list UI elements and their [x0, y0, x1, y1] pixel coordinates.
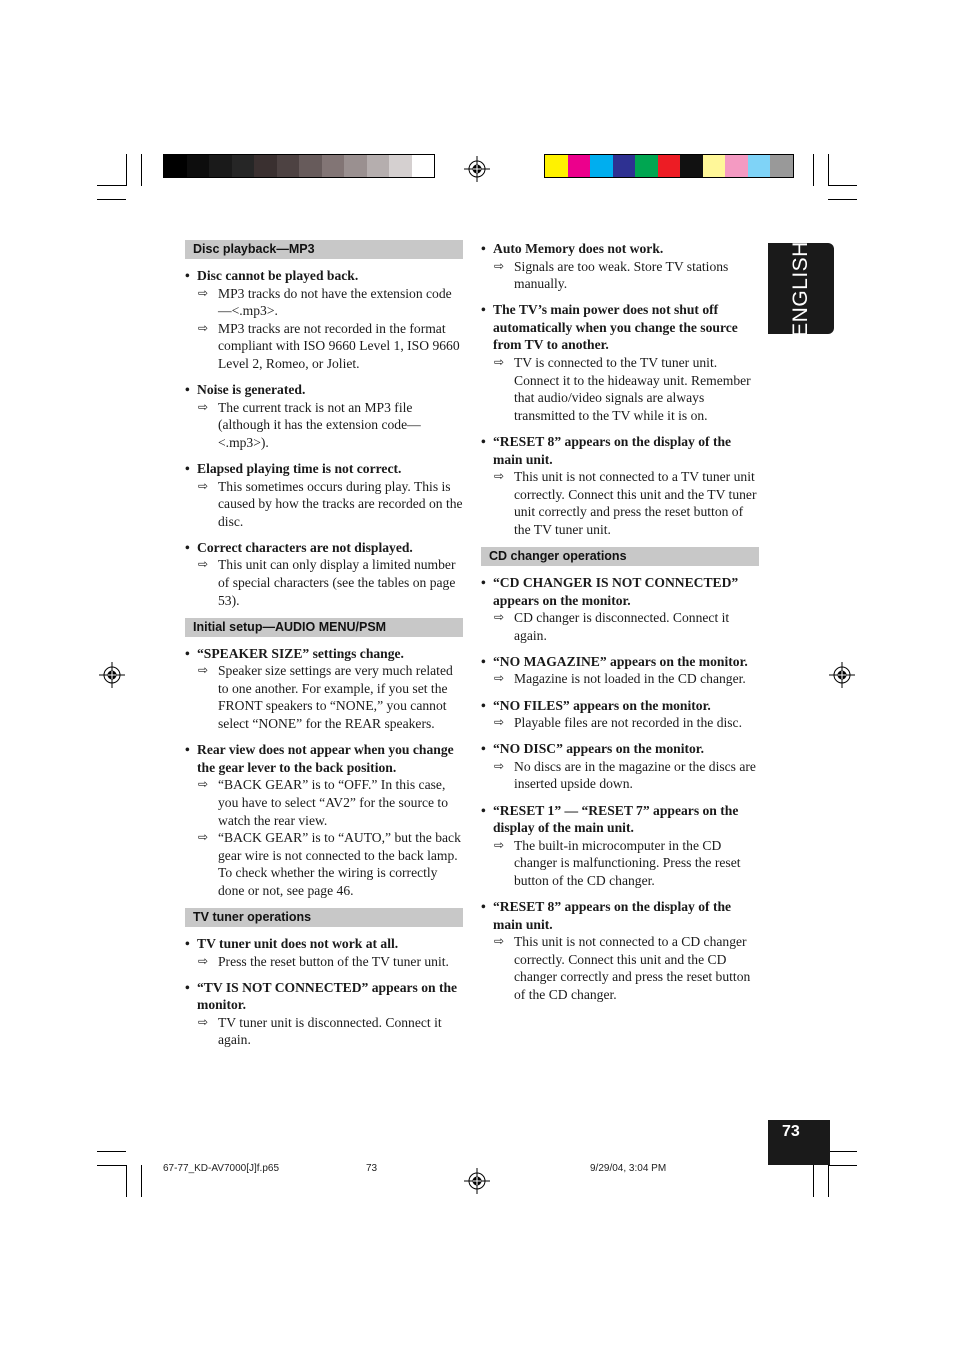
remedy — [494, 714, 760, 732]
color-swatch — [209, 155, 232, 177]
footer-page: 73 — [366, 1163, 378, 1174]
arrow-right-icon: ⇨ — [494, 837, 505, 852]
remedy-text: Magazine is not loaded in the CD changer. — [514, 671, 746, 687]
color-swatch — [164, 155, 187, 177]
troubleshooting-item — [480, 740, 760, 793]
symptom-text: Auto Memory does not work. — [493, 241, 664, 256]
remedy — [494, 258, 760, 293]
grayscale-calibration-bar — [163, 154, 435, 178]
bullet-icon: • — [481, 575, 486, 590]
registration-target-icon — [829, 662, 855, 688]
bullet-icon: • — [481, 302, 486, 318]
language-tab-label: ENGLISH — [789, 240, 812, 337]
color-swatch — [187, 155, 210, 177]
arrow-right-icon: ⇨ — [198, 953, 209, 968]
symptom-text: TV tuner unit does not work at all. — [197, 936, 399, 951]
bullet-icon: • — [481, 899, 486, 914]
troubleshooting-item — [184, 381, 464, 451]
troubleshooting-item — [480, 433, 760, 539]
crop-mark — [828, 199, 857, 200]
arrow-right-icon: ⇨ — [198, 285, 209, 300]
remedy — [198, 829, 464, 899]
troubleshooting-item — [184, 539, 464, 609]
remedy — [198, 478, 464, 531]
section-heading: TV tuner operations — [185, 908, 463, 927]
symptom-text: “TV IS NOT CONNECTED” appears on the monitor. — [197, 979, 458, 1013]
symptom-text: Disc cannot be played back. — [197, 268, 359, 283]
color-swatch — [412, 155, 435, 177]
symptom-text: Rear view does not appear when you change the gear lever to the back position. — [197, 742, 454, 775]
troubleshooting-item — [184, 741, 464, 899]
symptom-text: Elapsed playing time is not correct. — [197, 460, 402, 476]
crop-mark — [97, 1165, 126, 1166]
remedy-text: Press the reset button of the TV tuner unit. — [218, 953, 449, 969]
color-swatch — [254, 155, 277, 177]
color-swatch — [725, 155, 748, 177]
bullet-icon: • — [481, 802, 486, 818]
symptom-text: Correct characters are not displayed. — [197, 539, 413, 555]
arrow-right-icon: ⇨ — [198, 777, 209, 792]
crop-mark — [828, 1151, 857, 1152]
remedy-text: MP3 tracks are not recorded in the format compliant with ISO 9660 Level 1, ISO 9660 Level 2, Romeo, or Joliet. — [218, 320, 460, 371]
remedy — [198, 320, 464, 373]
language-tab — [768, 240, 834, 337]
color-calibration-bar — [544, 154, 794, 178]
registration-target-icon — [464, 156, 490, 182]
remedy-text: “BACK GEAR” is to “OFF.” In this case, you have to select “AV2” for the source to watch the rear view. — [218, 777, 449, 828]
remedy-text: No discs are in the magazine or the discs are inserted upside down. — [514, 758, 756, 792]
remedy-text: The current track is not an MP3 file (although it has the extension code—<.mp3>). — [218, 399, 421, 450]
color-swatch — [613, 155, 636, 177]
crop-mark — [828, 185, 857, 186]
symptom-text: “NO DISC” appears on the monitor. — [493, 741, 704, 757]
remedy — [494, 468, 760, 538]
troubleshooting-item — [184, 979, 464, 1049]
crop-mark — [828, 1165, 829, 1197]
color-swatch — [590, 155, 613, 177]
bullet-icon: • — [481, 697, 486, 713]
remedy — [198, 953, 464, 971]
remedy-text: The built-in microcomputer in the CD changer is malfunctioning. Press the reset button of the CD changer. — [514, 837, 741, 888]
arrow-right-icon: ⇨ — [494, 610, 505, 625]
arrow-right-icon: ⇨ — [198, 320, 209, 335]
symptom-text: The TV’s main power does not shut off automatically when you change the source from TV to another. — [493, 302, 738, 353]
color-swatch — [232, 155, 255, 177]
remedy-text: This unit is not connected to a CD changer correctly. Connect this unit and the CD changer correctly and press the reset button of the CD changer. — [514, 934, 751, 1002]
color-swatch — [658, 155, 681, 177]
crop-mark — [126, 154, 127, 186]
arrow-right-icon: ⇨ — [198, 663, 209, 678]
color-swatch — [568, 155, 591, 177]
arrow-right-icon: ⇨ — [198, 557, 209, 572]
troubleshooting-item — [480, 898, 760, 1004]
remedy-text: TV is connected to the TV tuner unit. Connect it to the hideaway unit. Remember that audio/video signals are always transmitted to the TV while it is on. — [514, 355, 751, 423]
remedy-text: Speaker size settings are very much related to one another. For example, if you set the FRONT speakers to “NONE,” you cannot select “NONE” for the REAR speakers. — [218, 663, 453, 732]
symptom-text: “NO MAGAZINE” appears on the monitor. — [493, 653, 748, 669]
bullet-icon: • — [185, 460, 190, 476]
symptom-text: “RESET 8” appears on the display of the main unit. — [493, 433, 732, 467]
symptom-text: Noise is generated. — [197, 382, 306, 398]
remedy — [198, 556, 464, 609]
arrow-right-icon: ⇨ — [494, 934, 505, 949]
crop-mark — [813, 154, 814, 186]
arrow-right-icon: ⇨ — [494, 671, 505, 686]
remedy-text: This sometimes occurs during play. This is caused by how the tracks are recorded on the disc. — [218, 478, 463, 529]
symptom-text: “SPEAKER SIZE” settings change. — [197, 645, 404, 661]
section-heading: Disc playback—MP3 — [185, 240, 463, 259]
color-swatch — [703, 155, 726, 177]
symptom-text: “CD CHANGER IS NOT CONNECTED” appears on the monitor. — [493, 575, 739, 608]
crop-mark — [97, 185, 126, 186]
remedy — [198, 662, 464, 732]
color-swatch — [277, 155, 300, 177]
color-swatch — [367, 155, 390, 177]
color-swatch — [635, 155, 658, 177]
remedy — [494, 670, 760, 688]
crop-mark — [813, 1165, 814, 1197]
remedy-text: “BACK GEAR” is to “AUTO,” but the back gear wire is not connected to the back lamp. To check whether the wiring is correctly done or not, see page 46. — [218, 830, 461, 898]
bullet-icon: • — [185, 979, 190, 995]
bullet-icon: • — [481, 741, 486, 757]
crop-mark — [97, 1151, 126, 1152]
troubleshooting-item — [184, 267, 464, 373]
footer-timestamp: 9/29/04, 3:04 PM — [590, 1163, 667, 1174]
crop-mark — [126, 1165, 127, 1197]
color-swatch — [545, 155, 568, 177]
color-swatch — [322, 155, 345, 177]
bullet-icon: • — [481, 433, 486, 449]
color-swatch — [680, 155, 703, 177]
bullet-icon: • — [185, 539, 190, 555]
crop-mark — [828, 154, 829, 186]
remedy-text: This unit is not connected to a TV tuner unit correctly. Connect this unit and the TV tuner unit correctly and press the reset button of the TV tuner unit. — [514, 469, 757, 537]
bullet-icon: • — [185, 742, 190, 758]
registration-target-icon — [99, 662, 125, 688]
section-heading: Initial setup—AUDIO MENU/PSM — [185, 618, 463, 637]
arrow-right-icon: ⇨ — [198, 478, 209, 493]
color-swatch — [344, 155, 367, 177]
symptom-text: “RESET 1” — “RESET 7” appears on the display of the main unit. — [493, 802, 739, 836]
symptom-text: “NO FILES” appears on the monitor. — [493, 697, 711, 713]
footer-filename: 67-77_KD-AV7000[J]f.p65 — [163, 1163, 280, 1174]
remedy — [494, 837, 760, 890]
troubleshooting-item — [480, 653, 760, 688]
bullet-icon: • — [481, 653, 486, 669]
troubleshooting-item — [184, 645, 464, 733]
arrow-right-icon: ⇨ — [198, 830, 209, 845]
crop-mark — [97, 199, 126, 200]
bullet-icon: • — [185, 645, 190, 661]
remedy — [494, 354, 760, 424]
remedy — [494, 758, 760, 793]
remedy — [198, 1014, 464, 1049]
arrow-right-icon: ⇨ — [494, 715, 505, 730]
color-swatch — [389, 155, 412, 177]
troubleshooting-item — [184, 935, 464, 970]
remedy-text: This unit can only display a limited number of special characters (see the tables on page 53). — [218, 557, 456, 608]
crop-mark — [141, 154, 142, 186]
bullet-icon: • — [481, 241, 486, 256]
troubleshooting-item — [184, 460, 464, 530]
remedy-text: Playable files are not recorded in the disc. — [514, 715, 742, 731]
bullet-icon: • — [185, 382, 190, 398]
arrow-right-icon: ⇨ — [494, 758, 505, 773]
crop-mark — [828, 1165, 857, 1166]
remedy — [494, 609, 760, 644]
remedy-text: TV tuner unit is disconnected. Connect it again. — [218, 1014, 442, 1048]
arrow-right-icon: ⇨ — [494, 469, 505, 484]
remedy — [198, 776, 464, 829]
symptom-text: “RESET 8” appears on the display of the main unit. — [493, 899, 732, 932]
bullet-icon: • — [185, 268, 190, 283]
troubleshooting-item — [480, 240, 760, 293]
left-column — [184, 240, 464, 1058]
troubleshooting-item — [480, 802, 760, 890]
bullet-icon: • — [185, 936, 190, 951]
arrow-right-icon: ⇨ — [494, 258, 505, 273]
crop-mark — [141, 1165, 142, 1197]
color-swatch — [299, 155, 322, 177]
remedy — [198, 399, 464, 452]
remedy-text: CD changer is disconnected. Connect it again. — [514, 610, 730, 643]
troubleshooting-item — [480, 301, 760, 424]
troubleshooting-item — [480, 697, 760, 732]
arrow-right-icon: ⇨ — [198, 399, 209, 414]
remedy — [198, 285, 464, 320]
remedy — [494, 933, 760, 1003]
arrow-right-icon: ⇨ — [494, 355, 505, 370]
section-heading: CD changer operations — [481, 547, 759, 566]
color-swatch — [770, 155, 793, 177]
troubleshooting-item — [480, 574, 760, 644]
remedy-text: MP3 tracks do not have the extension code—<.mp3>. — [218, 285, 452, 319]
remedy-text: Signals are too weak. Store TV stations manually. — [514, 258, 729, 292]
registration-target-icon — [464, 1168, 490, 1194]
color-swatch — [748, 155, 771, 177]
page-number: 73 — [768, 1120, 830, 1165]
arrow-right-icon: ⇨ — [198, 1014, 209, 1029]
right-column — [480, 240, 760, 1012]
